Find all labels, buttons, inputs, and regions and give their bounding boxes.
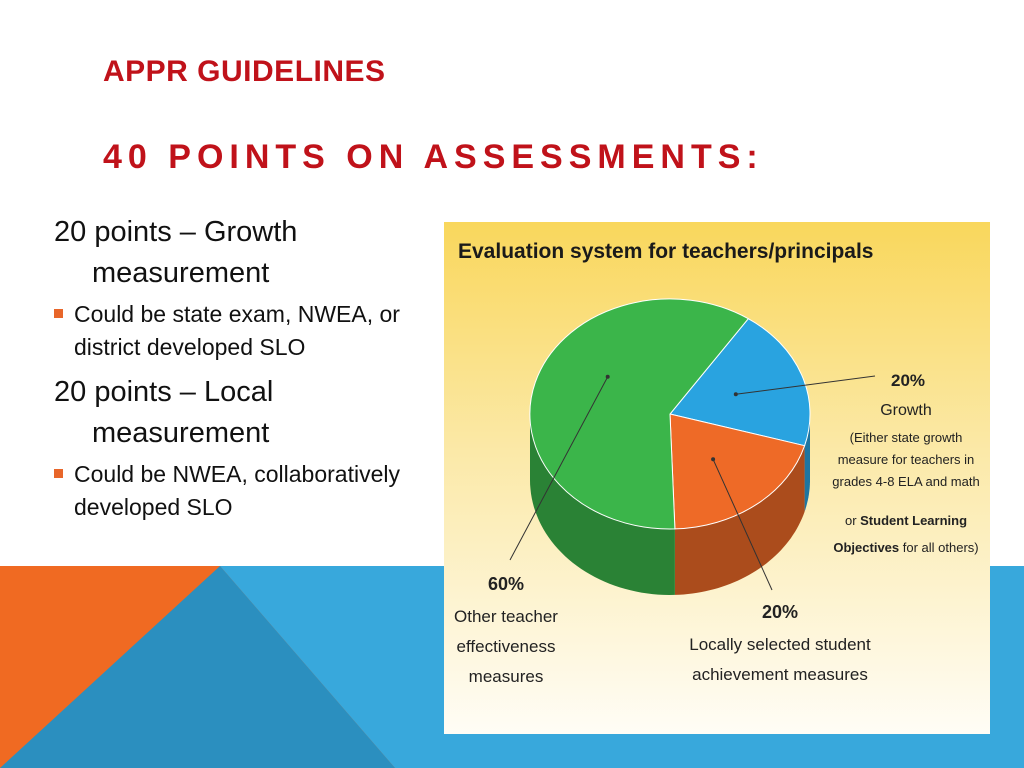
other-percent-label: 60% [487,574,525,594]
other-label-line-2: measures [468,667,544,686]
pie-chart-figure [444,222,990,734]
local-label-line-1: achievement measures [692,665,868,684]
local-label-line-0: Locally selected student [689,635,871,654]
growth-desc-line-3: or Student Learning [844,513,968,528]
chart-title: Evaluation system for teachers/principals [458,240,874,263]
slide-content [54,212,442,532]
slide-subtitle: 40 POINTS ON ASSESSMENTS: [103,138,764,176]
square-bullet-icon [54,309,63,318]
other-label-line-1: effectiveness [456,637,556,656]
other-label-line-0: Other teacher [454,607,558,626]
growth-percent-label: 20% [890,371,926,390]
growth-desc-line-0: (Either state growth [849,430,963,445]
growth-label: Growth [880,402,932,419]
local-percent-label: 20% [761,602,799,622]
square-bullet-icon [54,469,63,478]
growth-desc-line-4: Objectives for all others) [833,540,979,555]
leader-dot-growth [734,392,738,396]
growth-points-detail: Could be state exam, NWEA, or district developed SLO [74,301,400,360]
pie-chart-svg [444,222,990,734]
leader-dot-local [711,457,715,461]
local-points-heading: 20 points – Local measurement [54,376,274,449]
slide-title: APPR GUIDELINES [103,55,386,88]
growth-points-heading: 20 points – Growth measurement [54,216,298,289]
growth-points-detail-item [54,298,442,364]
leader-dot-other [606,375,610,379]
growth-desc-line-2: grades 4-8 ELA and math [832,474,980,489]
local-points-detail-item [54,458,442,524]
local-points-detail: Could be NWEA, collaboratively developed SLO [74,461,400,520]
growth-desc-line-1: measure for teachers in [837,452,975,467]
